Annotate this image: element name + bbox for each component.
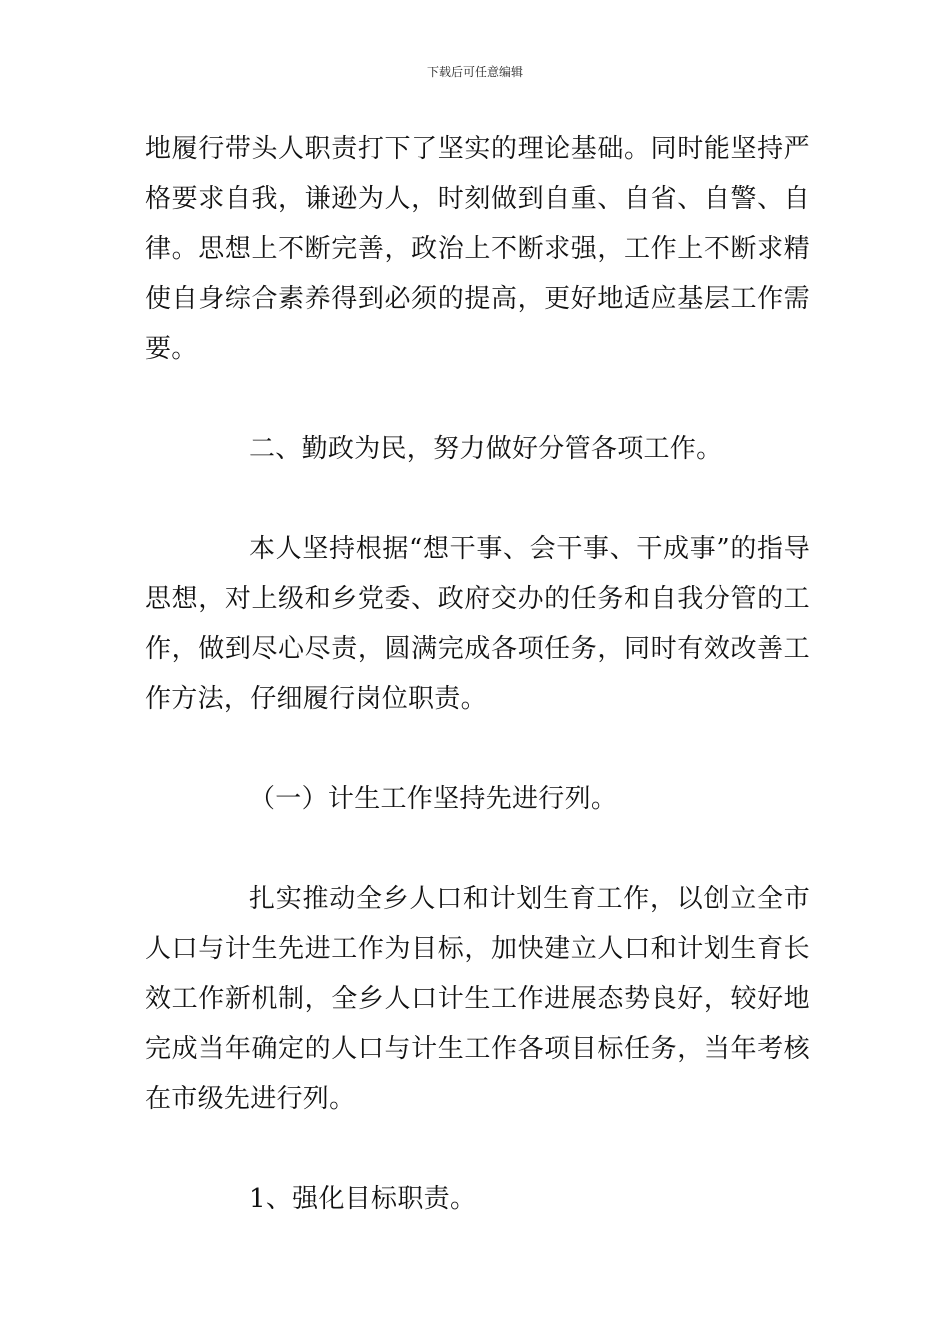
- paragraph-spacer: [145, 824, 810, 874]
- paragraph-spacer: [145, 374, 810, 424]
- section-heading-two: 二、勤政为民，努力做好分管各项工作。: [249, 434, 723, 464]
- paragraph-family-planning: 扎实推动全乡人口和计划生育工作，以创立全市人口与计生先进工作为目标，加快建立人口和计划生育长效工作新机制，全乡人口计生工作进展态势良好，较好地完成当年确定的人口与计生工作各项目标任务，当年考核在市级先进行列。: [145, 884, 810, 1114]
- document-body: [145, 124, 810, 1224]
- subsection-heading-one: （一）计生工作坚持先进行列。: [249, 784, 618, 814]
- item-heading-one: 1、强化目标职责。: [249, 1184, 477, 1214]
- paragraph-spacer: [145, 1124, 810, 1174]
- paragraph-spacer: [145, 724, 810, 774]
- paragraph-spacer: [145, 474, 810, 524]
- paragraph-continued: 地履行带头人职责打下了坚实的理论基础。同时能坚持严格要求自我，谦逊为人，时刻做到自重、自省、自警、自律。思想上不断完善，政治上不断求强，工作上不断求精使自身综合素养得到必须的提高，更好地适应基层工作需要。: [145, 134, 810, 364]
- paragraph-work-principles: 本人坚持根据“想干事、会干事、干成事”的指导思想，对上级和乡党委、政府交办的任务和自我分管的工作，做到尽心尽责，圆满完成各项任务，同时有效改善工作方法，仔细履行岗位职责。: [145, 534, 810, 714]
- page-header-note: 下载后可任意编辑: [426, 65, 523, 79]
